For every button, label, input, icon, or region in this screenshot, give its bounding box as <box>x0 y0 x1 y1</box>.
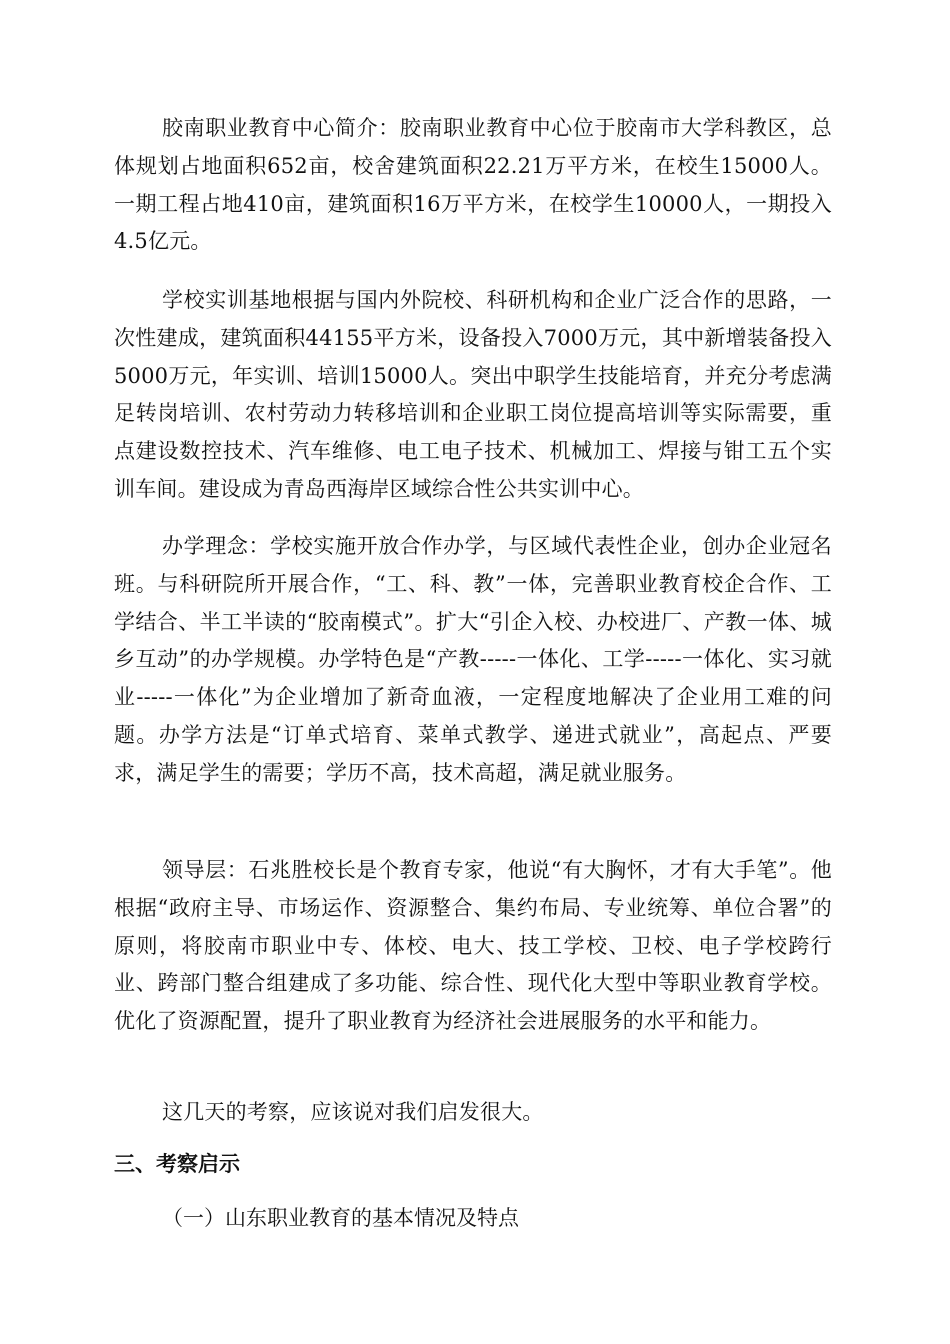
section-heading: 三、考察启示 <box>114 1152 240 1176</box>
paragraph-school-philosophy: 办学理念：学校实施开放合作办学，与区域代表性企业，创办企业冠名班。与科研院所开展合作，“工、科、教”一体，完善职业教育校企合作、工学结合、半工半读的“胶南模式”。扩大“引企入校、办校进厂、产教一体、城乡互动”的办学规模。办学特色是“产教-----一体化、工学-----一体化、实习就业-----一体化”为企业增加了新奇血液，一定程度地解决了企业用工难的问题。办学方法是“订单式培育、菜单式教学、递进式就业”，高起点、严要求，满足学生的需要；学历不高，技术高超，满足就业服务。 <box>114 534 832 785</box>
subsection-heading: （一）山东职业教育的基本情况及特点 <box>162 1206 519 1230</box>
paragraph-leadership: 领导层：石兆胜校长是个教育专家，他说“有大胸怀，才有大手笔”。他根据“政府主导、市场运作、资源整合、集约布局、专业统筹、单位合署”的原则，将胶南市职业中专、体校、电大、技工学校、卫校、电子学校跨行业、跨部门整合组建成了多功能、综合性、现代化大型中等职业教育学校。优化了资源配置，提升了职业教育为经济社会进展服务的水平和能力。 <box>114 858 832 1034</box>
paragraph-reflection: 这几天的考察，应该说对我们启发很大。 <box>162 1100 544 1124</box>
paragraph-training-base: 学校实训基地根据与国内外院校、科研机构和企业广泛合作的思路，一次性建成，建筑面积44155平方米，设备投入7000万元，其中新增装备投入5000万元，年实训、培训15000人。突出中职学生技能培育，并充分考虑满足转岗培训、农村劳动力转移培训和企业职工岗位提高培训等实际需要，重点建设数控技术、汽车维修、电工电子技术、机械加工、焊接与钳工五个实训车间。建设成为青岛西海岸区域综合性公共实训中心。 <box>114 288 832 501</box>
paragraph-school-intro: 胶南职业教育中心简介：胶南职业教育中心位于胶南市大学科教区，总体规划占地面积652亩，校舍建筑面积22.21万平方米，在校生15000人。一期工程占地410亩，建筑面积16万平方米，在校学生10000人，一期投入4.5亿元。 <box>114 116 832 254</box>
